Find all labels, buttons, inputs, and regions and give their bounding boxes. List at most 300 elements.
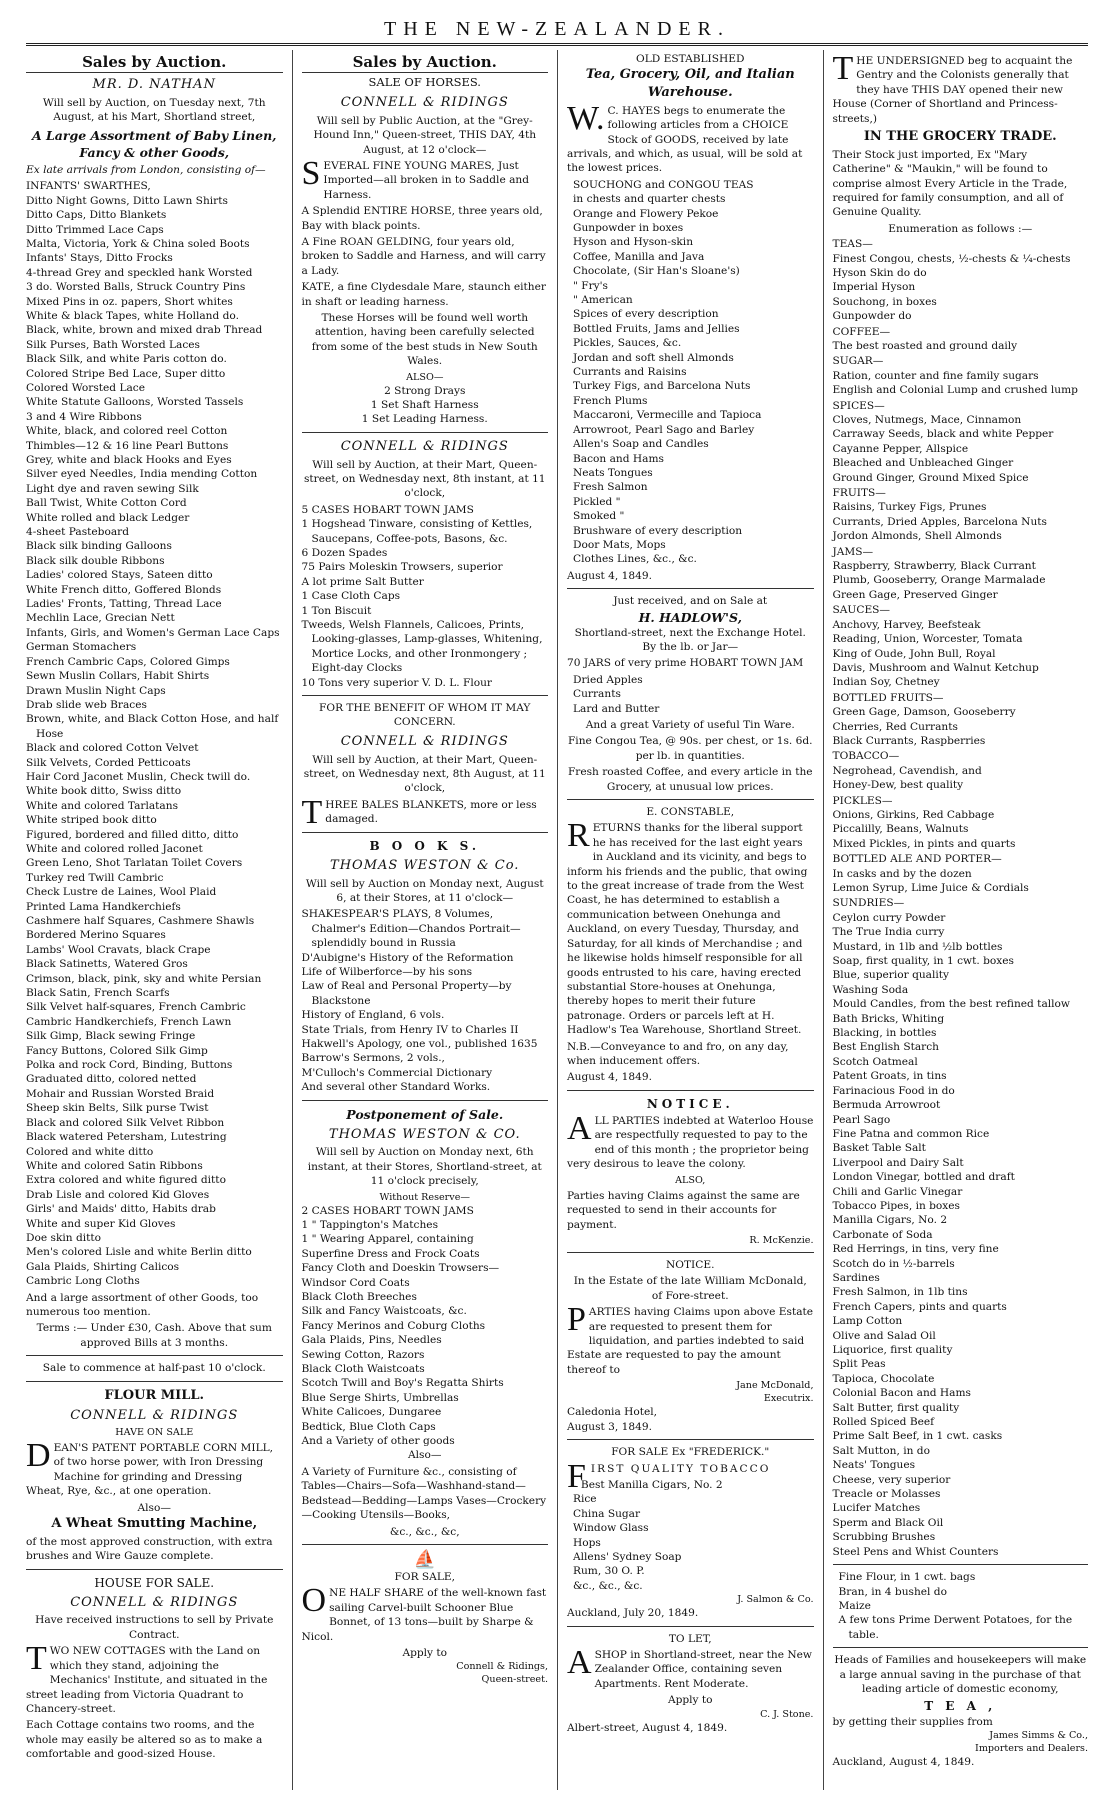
list-item: Thimbles—12 & 16 line Pearl Buttons — [26, 439, 229, 452]
list-item: Infants, Girls, and Women's German Lace Caps — [26, 626, 280, 639]
list-item: French Capers, pints and quarts — [832, 1300, 1007, 1313]
list-item: Orange and Flowery Pekoe — [573, 207, 719, 220]
list-item: 75 Pairs Moleskin Trowsers, superior — [301, 561, 503, 574]
list-item: in chests and quarter chests — [573, 193, 726, 206]
list-item: Washing Soda — [832, 983, 909, 996]
list-item: Sperm and Black Oil — [832, 1516, 944, 1529]
list-item: Tobacco Pipes, in boxes — [832, 1199, 960, 1212]
list-item: White striped book ditto — [26, 814, 157, 827]
list-item: Silk Purses, Bath Worsted Laces — [26, 338, 200, 351]
tolet-body: ASHOP in Shortland-street, near the New Zealander Office, containing seven Apartments. Rent Moderate. — [567, 1644, 812, 1690]
constable-date: August 4, 1849. — [567, 1071, 652, 1084]
list-item: Superfine Dress and Frock Coats — [301, 1247, 480, 1260]
constable-nb: N.B.—Conveyance to and fro, on any day, when inducement offers. — [567, 1040, 789, 1067]
list-item: Olive and Salad Oil — [832, 1329, 936, 1342]
estate-body: PARTIES having Claims upon above Estate are requested to present them for liquidation, and parties indebted to said Estate are requested to pay the amount thereof to — [567, 1301, 814, 1376]
list-item: Honey-Dew, best quality — [832, 779, 964, 792]
auctioneer-name: THOMAS WESTON & CO. — [328, 1126, 521, 1142]
list-item: Law of Real and Personal Property—by Blackstone — [301, 980, 512, 1007]
list-item: Allens' Sydney Soap — [573, 1551, 682, 1563]
list-item: Spices of every description — [573, 308, 719, 321]
signature-title: Importers and Dealers. — [975, 1743, 1088, 1755]
apply-to: Apply to — [402, 1646, 448, 1659]
list-item: Scotch Twill and Boy's Regatta Shirts — [301, 1377, 504, 1390]
list-item: And several other Standard Works. — [301, 1081, 491, 1094]
divider — [567, 1090, 814, 1091]
frederick-list — [567, 1478, 814, 1593]
list-item: Raspberry, Strawberry, Black Currant — [832, 560, 1036, 573]
warehouse-title: Tea, Grocery, Oil, and Italian Warehouse. — [585, 67, 795, 101]
divider — [302, 1544, 549, 1545]
frederick-date: Auckland, July 20, 1849. — [567, 1607, 699, 1620]
list-item: Gunpowder do — [832, 310, 912, 323]
list-item: Black Silk, and white Paris cotton do. — [26, 353, 227, 366]
list-item: Black silk binding Galloons — [26, 540, 172, 553]
list-item: Currants — [573, 688, 621, 701]
list-item: Indian Soy, Chetney — [832, 676, 940, 689]
list-item: Barrow's Sermons, 2 vols., — [301, 1052, 445, 1065]
category-heading: BOTTLED ALE AND PORTER— — [832, 853, 1002, 866]
category-heading: TOBACCO— — [832, 750, 900, 763]
list-item: White French ditto, Goffered Blonds — [26, 583, 222, 596]
list-item: Scotch Oatmeal — [832, 1055, 918, 1068]
list-item: M'Culloch's Commercial Dictionary — [301, 1066, 493, 1079]
list-item: Ground Ginger, Ground Mixed Spice — [832, 471, 1029, 484]
list-item: History of England, 6 vols. — [301, 1009, 445, 1022]
list-item: Prime Salt Beef, in 1 cwt. casks — [832, 1430, 1003, 1443]
list-item: Blue, superior quality — [832, 969, 950, 982]
jams-intro: Will sell by Auction, at their Mart, Queen-street, on Wednesday next, 8th instant, at 11 o'clock, — [303, 458, 546, 500]
list-item: 10 Tons very superior V. D. L. Flour — [301, 676, 492, 689]
list-item: Ditto Trimmed Lace Caps — [26, 223, 164, 236]
postponement-title: Postponement of Sale. — [346, 1106, 504, 1122]
list-item: Rum, 30 O. P. — [573, 1565, 645, 1578]
estate-line: In the Estate of the late William McDonald, of Fore-street. — [573, 1275, 807, 1302]
list-item: Cambric Handkerchiefs, French Lawn — [26, 1015, 232, 1028]
signature: R. McKenzie. — [749, 1234, 814, 1246]
benefit-intro: Will sell by Auction, at their Mart, Queen-street, on Wednesday next, 8th August, at 11 o'clock, — [303, 753, 546, 795]
list-item: Black silk double Ribbons — [26, 554, 165, 567]
getting-line: by getting their supplies from — [832, 1715, 993, 1728]
horses-p4: KATE, a fine Clydesdale Mare, staunch either in shaft or leading harness. — [301, 281, 546, 308]
hadlow-intro: Just received, and on Sale at — [613, 595, 768, 608]
list-item: White and colored Tarlatans — [26, 799, 179, 812]
auctioneer-name: MR. D. NATHAN — [92, 77, 216, 93]
list-item: Maize — [838, 1599, 871, 1612]
list-item: Hyson and Hyson-skin — [573, 236, 694, 249]
without-reserve: Without Reserve— — [379, 1191, 470, 1203]
list-item: Blacking, in bottles — [832, 1027, 937, 1040]
list-item: The True India curry — [832, 926, 945, 939]
list-item: Manilla Cigars, No. 2 — [832, 1214, 948, 1227]
divider — [302, 695, 549, 696]
list-item: Black Cloth Waistcoats — [301, 1363, 425, 1376]
list-item: Soap, first quality, in 1 cwt. boxes — [832, 955, 1014, 968]
category-heading: BOTTLED FRUITS— — [832, 691, 944, 704]
notice-body: ALL PARTIES indebted at Waterloo House are respectfully requested to pay to the end of this month ; the proprietor being very desirous to leave the colony. — [567, 1110, 814, 1171]
signature-title: Executrix. — [763, 1393, 814, 1405]
list-item: Split Peas — [832, 1358, 886, 1371]
also-label: ALSO— — [406, 371, 444, 383]
list-item: Silk Velvets, Corded Petticoats — [26, 756, 191, 769]
category-items — [833, 559, 1089, 602]
list-item: Neats' Tongues — [832, 1459, 916, 1472]
list-item: 1 " Wearing Apparel, containing — [301, 1233, 474, 1246]
list-item: French Plums — [573, 394, 648, 407]
list-item: White and colored Satin Ribbons — [26, 1159, 203, 1172]
list-item: 1 " Tappington's Matches — [301, 1218, 439, 1231]
have-on-sale: HAVE ON SALE — [115, 1426, 194, 1438]
list-item: 1 Set Shaft Harness — [370, 399, 479, 412]
list-item: Hops — [573, 1536, 601, 1549]
category-items — [833, 911, 1089, 1559]
columns — [26, 50, 1088, 1790]
also-label: ALSO, — [675, 1174, 706, 1186]
list-item: Reading, Union, Worcester, Tomata — [832, 633, 1023, 646]
list-item: Grey, white and black Hooks and Eyes — [26, 454, 232, 466]
list-item: Hair Cord Jaconet Muslin, Check twill do. — [26, 770, 251, 783]
list-item: Ditto Night Gowns, Ditto Lawn Shirts — [26, 194, 228, 207]
list-item: INFANTS' SWARTHES, — [26, 180, 151, 193]
hadlow-list — [567, 673, 814, 716]
list-item: Fine Flour, in 1 cwt. bags — [838, 1571, 976, 1584]
list-item: Light dye and raven sewing Silk — [26, 482, 199, 495]
list-item: Bleached and Unbleached Ginger — [832, 457, 1014, 470]
list-item: Green Gage, Preserved Ginger — [832, 588, 998, 601]
list-item: Mechlin Lace, Grecian Nett — [26, 612, 175, 625]
list-item: The best roasted and ground daily — [832, 339, 1018, 352]
forsale-title: FOR SALE, — [394, 1570, 455, 1583]
list-item: Life of Wilberforce—by his sons — [301, 965, 473, 978]
list-item: Pickled " — [573, 495, 621, 508]
list-item: White rolled and black Ledger — [26, 511, 190, 524]
estate-date: August 3, 1849. — [567, 1420, 652, 1433]
list-item: Lambs' Wool Cravats, black Crape — [26, 943, 211, 956]
list-item: Silk Velvet half-squares, French Cambric — [26, 1001, 246, 1014]
list-item: Ceylon curry Powder — [832, 911, 946, 924]
house-instructions: Have received instructions to sell by Private Contract. — [35, 1614, 274, 1641]
list-item: Farinacious Food in do — [832, 1084, 955, 1097]
list-item: Pickles, Sauces, &c. — [573, 337, 682, 350]
forsale-body: ONE HALF SHARE of the well-known fast sailing Carvel-built Schooner Blue Bonnet, of 13 tons—built by Sharpe & Nicol. — [301, 1582, 547, 1643]
list-item: Silk Gimp, Black sewing Fringe — [26, 1030, 196, 1043]
list-item: Bran, in 4 bushel do — [838, 1585, 947, 1598]
list-item: A few tons Prime Derwent Potatoes, for the table. — [838, 1614, 1073, 1641]
list-item: Best Manilla Cigars, No. 2 — [580, 1478, 723, 1491]
list-item: Doe skin ditto — [26, 1231, 102, 1244]
list-item: Coffee, Manilla and Java — [573, 250, 705, 263]
hayes-intro: W.C. HAYES begs to enumerate the following articles from a CHOICE Stock of GOODS, received by late arrivals, and which, as usual, will be sold at the lowest prices. — [567, 99, 803, 175]
list-item: 1 Case Cloth Caps — [301, 590, 401, 603]
list-item: In casks and by the dozen — [832, 867, 972, 880]
divider — [567, 1439, 814, 1440]
list-item: Graduated ditto, colored netted — [26, 1073, 197, 1086]
list-item: Windsor Cord Coats — [301, 1276, 410, 1289]
list-item: Drab Lisle and colored Kid Gloves — [26, 1188, 210, 1201]
list-item: White & black Tapes, white Holland do. — [26, 309, 239, 322]
notice-title: NOTICE. — [666, 1259, 715, 1271]
auctioneer-name: CONNELL & RIDINGS — [340, 438, 509, 454]
list-item: Printed Lama Handkerchiefs — [26, 900, 181, 913]
jams-list — [302, 503, 549, 690]
list-item: White Statute Galloons, Worsted Tassels — [26, 396, 244, 409]
list-item: Colored Worsted Lace — [26, 381, 146, 394]
list-item: Black Currants, Raspberries — [832, 734, 986, 747]
divider — [302, 1100, 549, 1101]
list-item: Hyson Skin do do — [832, 266, 927, 279]
tolet-title: TO LET, — [668, 1632, 712, 1645]
list-item: English and Colonial Lump and crushed lump — [832, 384, 1078, 397]
list-item: Mixed Pins in oz. papers, Short whites — [26, 295, 233, 308]
tolet-date: Albert-street, August 4, 1849. — [567, 1721, 728, 1734]
list-item: " Fry's — [573, 279, 608, 292]
notice-title: NOTICE. — [646, 1096, 734, 1111]
list-item: Raisins, Turkey Figs, Prunes — [832, 501, 987, 514]
also-label: Also— — [408, 1449, 442, 1462]
horses-intro: Will sell by Public Auction, at the "Grey-Hound Inn," Queen-street, THIS DAY, 4th August, at 12 o'clock— — [313, 114, 537, 156]
hadlow-address: Shortland-street, next the Exchange Hotel. — [574, 626, 806, 639]
list-item: Cherries, Red Currants — [832, 720, 958, 733]
category-heading: JAMS— — [832, 545, 874, 558]
postponement-list — [302, 1204, 549, 1449]
category-items — [833, 252, 1089, 324]
column-4 — [823, 50, 1089, 1790]
category-heading: COFFEE— — [832, 325, 891, 338]
list-item: Black Cloth Breeches — [301, 1291, 417, 1303]
list-item: Black and colored Cotton Velvet — [26, 742, 199, 755]
list-item: 2 Strong Drays — [384, 384, 466, 397]
category-heading: SUGAR— — [832, 355, 884, 368]
list-item: Fine Patna and common Rice — [832, 1127, 990, 1140]
list-item: Red Herrings, in tins, very fine — [832, 1243, 999, 1256]
list-item: Cashmere half Squares, Cashmere Shawls — [26, 915, 255, 927]
grocery-date: Auckland, August 4, 1849. — [832, 1756, 975, 1769]
list-item: Bottled Fruits, Jams and Jellies — [573, 322, 740, 335]
list-item: Bermuda Arrowroot — [832, 1099, 941, 1112]
grocery-title: IN THE GROCERY TRADE. — [863, 129, 1057, 145]
list-item: Silver eyed Needles, India mending Cotton — [26, 468, 258, 481]
benefit-body: THREE BALES BLANKETS, more or less damaged. — [301, 793, 537, 831]
list-item: Rolled Spiced Beef — [832, 1416, 935, 1429]
books-title: B O O K S. — [369, 838, 481, 853]
auctioneer-name: THOMAS WESTON & Co. — [330, 857, 520, 873]
list-item: Onions, Girkins, Red Cabbage — [832, 808, 995, 821]
list-item: 1 Set Leading Harness. — [361, 413, 488, 426]
frederick-title: FOR SALE Ex "FREDERICK." — [611, 1446, 770, 1459]
list-item: 6 Dozen Spades — [301, 546, 388, 559]
hadlow-tea: Fine Congou Tea, @ 90s. per chest, or 1s. 6d. per lb. in quantities. — [567, 735, 813, 762]
list-item: Davis, Mushroom and Walnut Ketchup — [832, 661, 1039, 674]
list-item: Mixed Pickles, in pints and quarts — [832, 837, 1016, 850]
divider — [567, 1626, 814, 1627]
list-item: Cayanne Pepper, Allspice — [832, 442, 969, 455]
list-item: Basket Table Salt — [832, 1142, 926, 1155]
list-item: Finest Congou, chests, ½-chests & ¼-chests — [832, 252, 1071, 265]
signature: Connell & Ridings, — [456, 1661, 548, 1673]
signature: J. Salmon & Co. — [737, 1594, 814, 1606]
notice-body-2: Parties having Claims against the same are requested to send in their accounts for payment. — [567, 1189, 800, 1231]
list-item: White and super Kid Gloves — [26, 1217, 176, 1230]
list-item: Scrubbing Brushes — [832, 1531, 936, 1544]
postponement-intro: Will sell by Auction on Monday next, 6th instant, at their Stores, Shortland-street, at 11 o'clock precisely, — [307, 1146, 542, 1188]
horses-p3: A Fine ROAN GELDING, four years old, broken to Saddle and Harness, and will carry a Lady. — [301, 235, 546, 277]
horses-p5: These Horses will be found well worth attention, having been carefully selected from some of the best studs in New South Wales. — [311, 311, 538, 368]
auctioneer-name: CONNELL & RIDINGS — [340, 733, 509, 749]
list-item: Black Satinetts, Watered Gros — [26, 958, 188, 971]
list-item: Carbonate of Soda — [832, 1228, 933, 1241]
divider — [26, 1569, 283, 1570]
category-items — [833, 369, 1089, 398]
hayes-date: August 4, 1849. — [567, 569, 652, 582]
list-item: Black and colored Silk Velvet Ribbon — [26, 1116, 225, 1129]
category-items — [833, 867, 1089, 896]
list-item: White and colored rolled Jaconet — [26, 842, 203, 855]
divider — [567, 588, 814, 589]
list-item: Pearl Sago — [832, 1113, 891, 1126]
furniture-list: A Variety of Furniture &c., consisting of Tables—Chairs—Sofa—Washhand-stand—Bedstead—Bedding—Lamps Vases—Crockery—Cooking Utensils—Books, — [301, 1465, 547, 1522]
list-item: Black, white, brown and mixed drab Thread — [26, 324, 263, 337]
category-heading: SPICES— — [832, 399, 885, 412]
masthead: THE NEW-ZEALANDER. — [26, 18, 1088, 46]
list-item: Gala Plaids, Shirting Calicos — [26, 1260, 180, 1273]
horses-p1: SEVERAL FINE YOUNG MARES, Just Imported—all broken in to Saddle and Harness. — [301, 154, 530, 201]
books-list — [302, 907, 549, 1094]
extra-list — [833, 1570, 1089, 1642]
auctioneer-name: CONNELL & RIDINGS — [340, 95, 509, 111]
list-item: Colored and white ditto — [26, 1145, 154, 1158]
list-item: Cloves, Nutmegs, Mace, Cinnamon — [832, 414, 1022, 427]
list-item: Mustard, in 1lb and ½lb bottles — [832, 940, 1003, 953]
list-item: Bordered Merino Squares — [26, 929, 166, 942]
list-item: Ladies' Fronts, Tatting, Thread Lace — [26, 598, 222, 611]
list-item: Infants' Stays, Ditto Frocks — [26, 252, 173, 265]
divider — [833, 1564, 1089, 1565]
list-item: Carraway Seeds, black and white Pepper — [832, 428, 1054, 441]
list-item: Door Mats, Mops — [573, 538, 666, 551]
list-item: Scotch do in ½-barrels — [832, 1257, 955, 1270]
auction-terms: Terms :— Under £30, Cash. Above that sum approved Bills at 3 months. — [36, 1322, 272, 1349]
list-item: Chili and Garlic Vinegar — [832, 1185, 963, 1198]
list-item: Turkey Figs, and Barcelona Nuts — [573, 380, 751, 393]
auctioneer-name: CONNELL & RIDINGS — [70, 1594, 239, 1610]
list-item: State Trials, from Henry IV to Charles II — [301, 1023, 519, 1036]
goods-list — [26, 179, 283, 1288]
column-2 — [292, 50, 558, 1790]
list-item: French Cambric Caps, Colored Gimps — [26, 655, 230, 668]
list-item: Girls' and Maids' ditto, Habits drab — [26, 1203, 216, 1216]
list-item: Black Satin, French Scarfs — [26, 987, 170, 1000]
list-item: Black watered Petersham, Lutestring — [26, 1131, 227, 1144]
house-title: HOUSE FOR SALE. — [94, 1575, 215, 1590]
horses-p2: A Splendid ENTIRE HORSE, three years old, Bay with black points. — [301, 205, 543, 232]
divider — [567, 799, 814, 800]
list-item: Fancy Buttons, Colored Silk Gimp — [26, 1044, 208, 1057]
list-item: Salt Butter, first quality — [832, 1401, 960, 1414]
enumeration: Enumeration as follows :— — [888, 222, 1033, 235]
signature-place: Queen-street. — [481, 1674, 548, 1686]
list-item: A lot prime Salt Butter — [301, 575, 424, 588]
list-item: Green Gage, Damson, Gooseberry — [832, 706, 1016, 719]
list-item: Colonial Bacon and Hams — [832, 1387, 971, 1400]
sale-commence: Sale to commence at half-past 10 o'clock. — [42, 1362, 266, 1375]
signature: C. J. Stone. — [760, 1708, 814, 1720]
list-item: Mould Candles, from the best refined tallow — [832, 998, 1070, 1011]
constable-name: E. CONSTABLE, — [646, 806, 735, 819]
list-item: Salt Mutton, in do — [832, 1444, 930, 1457]
hadlow-by: By the lb. or Jar— — [642, 640, 739, 653]
category-heading: SAUCES— — [832, 604, 891, 617]
frederick-body: FIRST QUALITY TOBACCO — [567, 1457, 771, 1495]
column-3 — [557, 50, 823, 1790]
old-established: OLD ESTABLISHED — [636, 53, 745, 65]
list-item: Liquorice, first quality — [832, 1344, 953, 1357]
list-item: Polka and rock Cord, Binding, Buttons — [26, 1059, 233, 1072]
list-item: Best English Starch — [832, 1041, 940, 1054]
list-item: Brushware of every description — [573, 524, 743, 537]
list-item: Dried Apples — [573, 673, 643, 686]
heads-line: Heads of Families and housekeepers will make a large annual saving in the purchase of that leading article of domestic economy, — [834, 1654, 1087, 1695]
list-item: Drawn Muslin Night Caps — [26, 684, 166, 697]
list-item: 4-sheet Pasteboard — [26, 526, 129, 539]
list-item: Clothes Lines, &c., &c. — [573, 553, 697, 566]
list-item: Blue Serge Shirts, Umbrellas — [301, 1391, 459, 1404]
list-item: Window Glass — [573, 1522, 649, 1535]
list-item: Currants, Dried Apples, Barcelona Nuts — [832, 515, 1047, 528]
hadlow-coffee: Fresh roasted Coffee, and every article in the Grocery, at unusual low prices. — [567, 766, 813, 793]
list-item: Negrohead, Cavendish, and — [832, 764, 982, 777]
column-1 — [26, 50, 292, 1790]
ship-icon: ⛵ — [413, 1548, 436, 1570]
horses-title: SALE OF HORSES. — [368, 75, 481, 90]
list-item: Gala Plaids, Pins, Needles — [301, 1334, 442, 1347]
auction-subtitle: Ex late arrivals from London, consisting of— — [26, 163, 266, 176]
list-item: Chocolate, (Sir Han's Sloane's) — [573, 265, 740, 278]
list-item: Ladies' colored Stays, Sateen ditto — [26, 569, 213, 582]
list-item: Anchovy, Harvey, Beefsteak — [832, 618, 981, 631]
list-item: Fresh Salmon, in 1lb tins — [832, 1286, 968, 1299]
list-item: Imperial Hyson — [832, 281, 916, 294]
category-heading: SUNDRIES— — [832, 897, 905, 910]
constable-body: RETURNS thanks for the liberal support he has received for the last eight years in Auckland and its vicinity, and begs to inform his friends and the public, that owing to the great increase of trade from the West Coast, he has determined to establish a communication between Onehunga and Auckland, on every Tuesday, Thursday, and Saturday, for all kinds of Merchandise ; and he likewise holds himself responsible for all goods entrusted to his care, having erected substantial Store-houses at Onehunga, thereby hopes to merit their future patronage. Orders or parcels left at H. Hadlow's Tea Warehouse, Shortland Street. — [567, 817, 808, 1037]
list-item: Silk and Fancy Waistcoats, &c. — [301, 1305, 467, 1318]
divider — [567, 1252, 814, 1253]
list-item: Drab slide web Braces — [26, 698, 147, 711]
list-item: Smoked " — [573, 510, 625, 523]
list-item: Lucifer Matches — [832, 1502, 921, 1515]
list-item: Sewn Muslin Collars, Habit Shirts — [26, 670, 210, 683]
list-item: Plumb, Gooseberry, Orange Marmalade — [832, 574, 1046, 587]
list-item: 1 Hogshead Tinware, consisting of Kettles, Saucepans, Coffee-pots, Basons, &c. — [301, 518, 533, 545]
list-item: Ball Twist, White Cotton Cord — [26, 497, 187, 510]
hadlow-tin: And a great Variety of useful Tin Ware. — [585, 719, 795, 731]
list-item: D'Aubigne's History of the Reformation — [301, 951, 514, 964]
list-item: Fancy Cloth and Doeskin Trowsers— — [301, 1262, 500, 1275]
column-header: Sales by Auction. — [26, 52, 283, 73]
list-item: 5 CASES HOBART TOWN JAMS — [301, 503, 474, 516]
column-header: Sales by Auction. — [302, 52, 549, 73]
category-items — [833, 808, 1089, 851]
list-item: Rice — [573, 1493, 597, 1506]
divider — [302, 432, 549, 433]
list-item: SHAKESPEAR'S PLAYS, 8 Volumes, Chalmer's Edition—Chandos Portrait—splendidly bound in Russia — [301, 908, 521, 950]
list-item: Lamp Cotton — [832, 1315, 903, 1328]
list-item: Cheese, very superior — [832, 1473, 951, 1486]
divider — [26, 1355, 283, 1356]
list-item: Lemon Syrup, Lime Juice & Cordials — [832, 882, 1029, 895]
divider — [833, 1647, 1089, 1648]
list-item: Lard and Butter — [573, 702, 660, 715]
grocery-intro: THE UNDERSIGNED beg to acquaint the Gentry and the Colonists generally that they have THIS DAY opened their new House (Corner of Shortland and Princess-streets,) — [832, 50, 1073, 125]
